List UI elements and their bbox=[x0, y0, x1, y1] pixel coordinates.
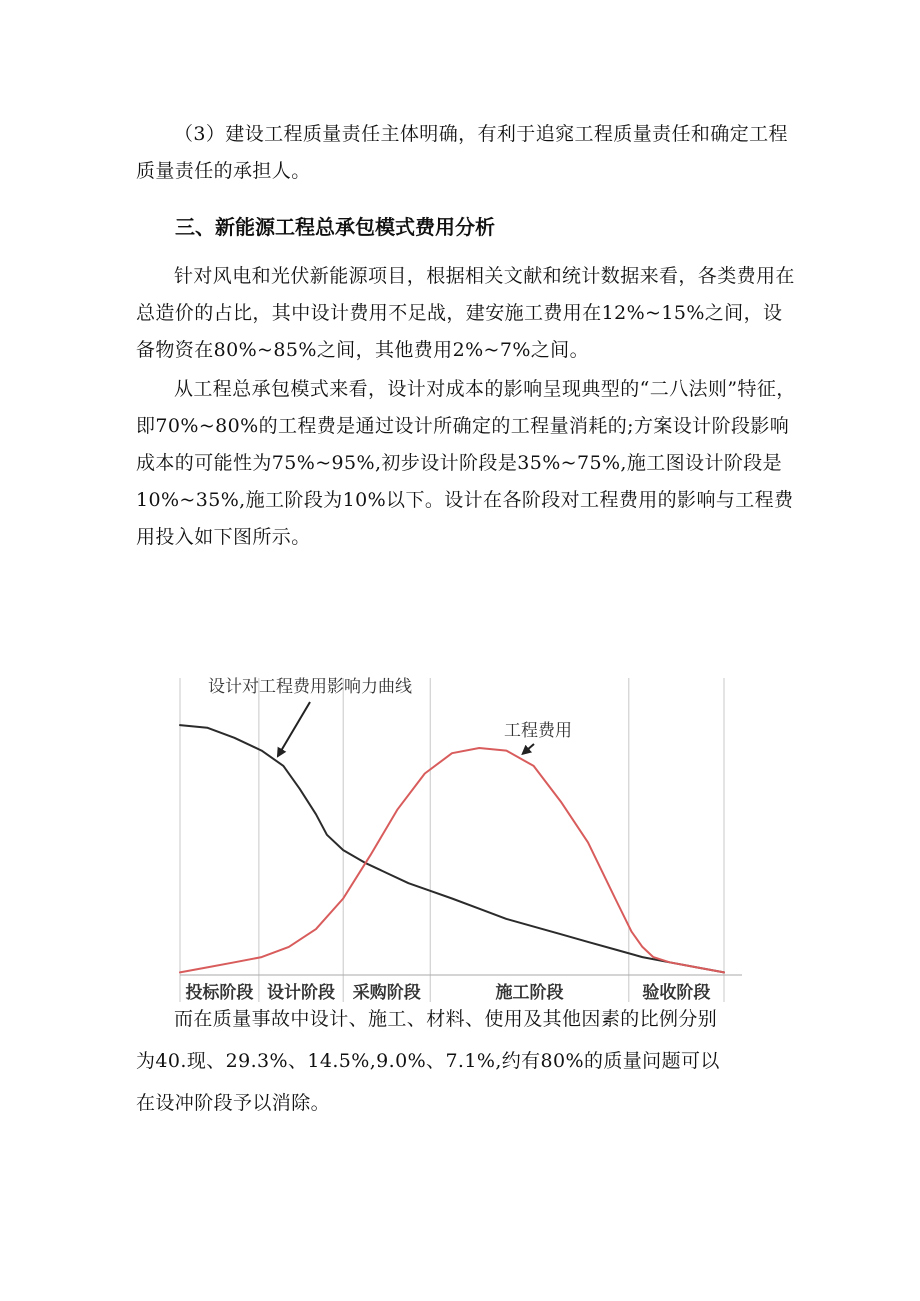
stage-label-3: 施工阶段 bbox=[495, 983, 564, 1003]
series-layer bbox=[180, 725, 724, 972]
series-line-1 bbox=[180, 748, 724, 972]
paragraph-responsibility: （3）建设工程质量责任主体明确，有利于追窕工程质量责任和确定工程质量责任的承担人。 bbox=[136, 123, 788, 182]
annotation-label-0: 设计对工程费用影响力曲线 bbox=[208, 677, 412, 697]
chart-svg bbox=[172, 670, 752, 1008]
annotation-arrow-1 bbox=[523, 744, 534, 754]
annotation-layer bbox=[208, 677, 572, 756]
stage-label-2: 采购阶段 bbox=[352, 983, 421, 1003]
annotation-label-1: 工程费用 bbox=[504, 721, 572, 741]
paragraph-quality-accidents: 而在质量事故中设计、施工、材料、使用及其他因素的比例分别为40.现、29.3%、14.5%,9.0%、7.1%,约有80%的质量问题可以在设冲阶段予以消除。 bbox=[136, 1008, 720, 1114]
stage-label-0: 投标阶段 bbox=[185, 983, 254, 1003]
section-heading: 三、新能源工程总承包模式费用分析 bbox=[175, 215, 495, 239]
series-line-0 bbox=[180, 725, 724, 972]
annotation-arrow-0 bbox=[278, 702, 310, 756]
stage-dividers bbox=[180, 678, 724, 1002]
paragraph-design-influence: 从工程总承包模式来看，设计对成本的影响呈现典型的“二八法则”特征，即70%~80%的工程费是通过设计所确定的工程量消耗的;方案设计阶段影响成本的可能性为75%~95%,初步设计阶段是35%~75%,施工图设计阶段是10%~35%,施工阶段为10%以下。设计在各阶段对工程费用的影响与工程费用投入如下图所示。 bbox=[136, 378, 796, 548]
stage-label-4: 验收阶段 bbox=[642, 983, 711, 1003]
stage-label-1: 设计阶段 bbox=[267, 983, 336, 1003]
design-influence-figure bbox=[172, 670, 752, 1008]
paragraph-cost-ratio: 针对风电和光伏新能源项目，根据相关文献和统计数据来看，各类费用在总造价的占比，其中设计费用不足战，建安施工费用在12%~15%之间，设备物资在80%~85%之间，其他费用2%~7%之间。 bbox=[136, 265, 795, 361]
